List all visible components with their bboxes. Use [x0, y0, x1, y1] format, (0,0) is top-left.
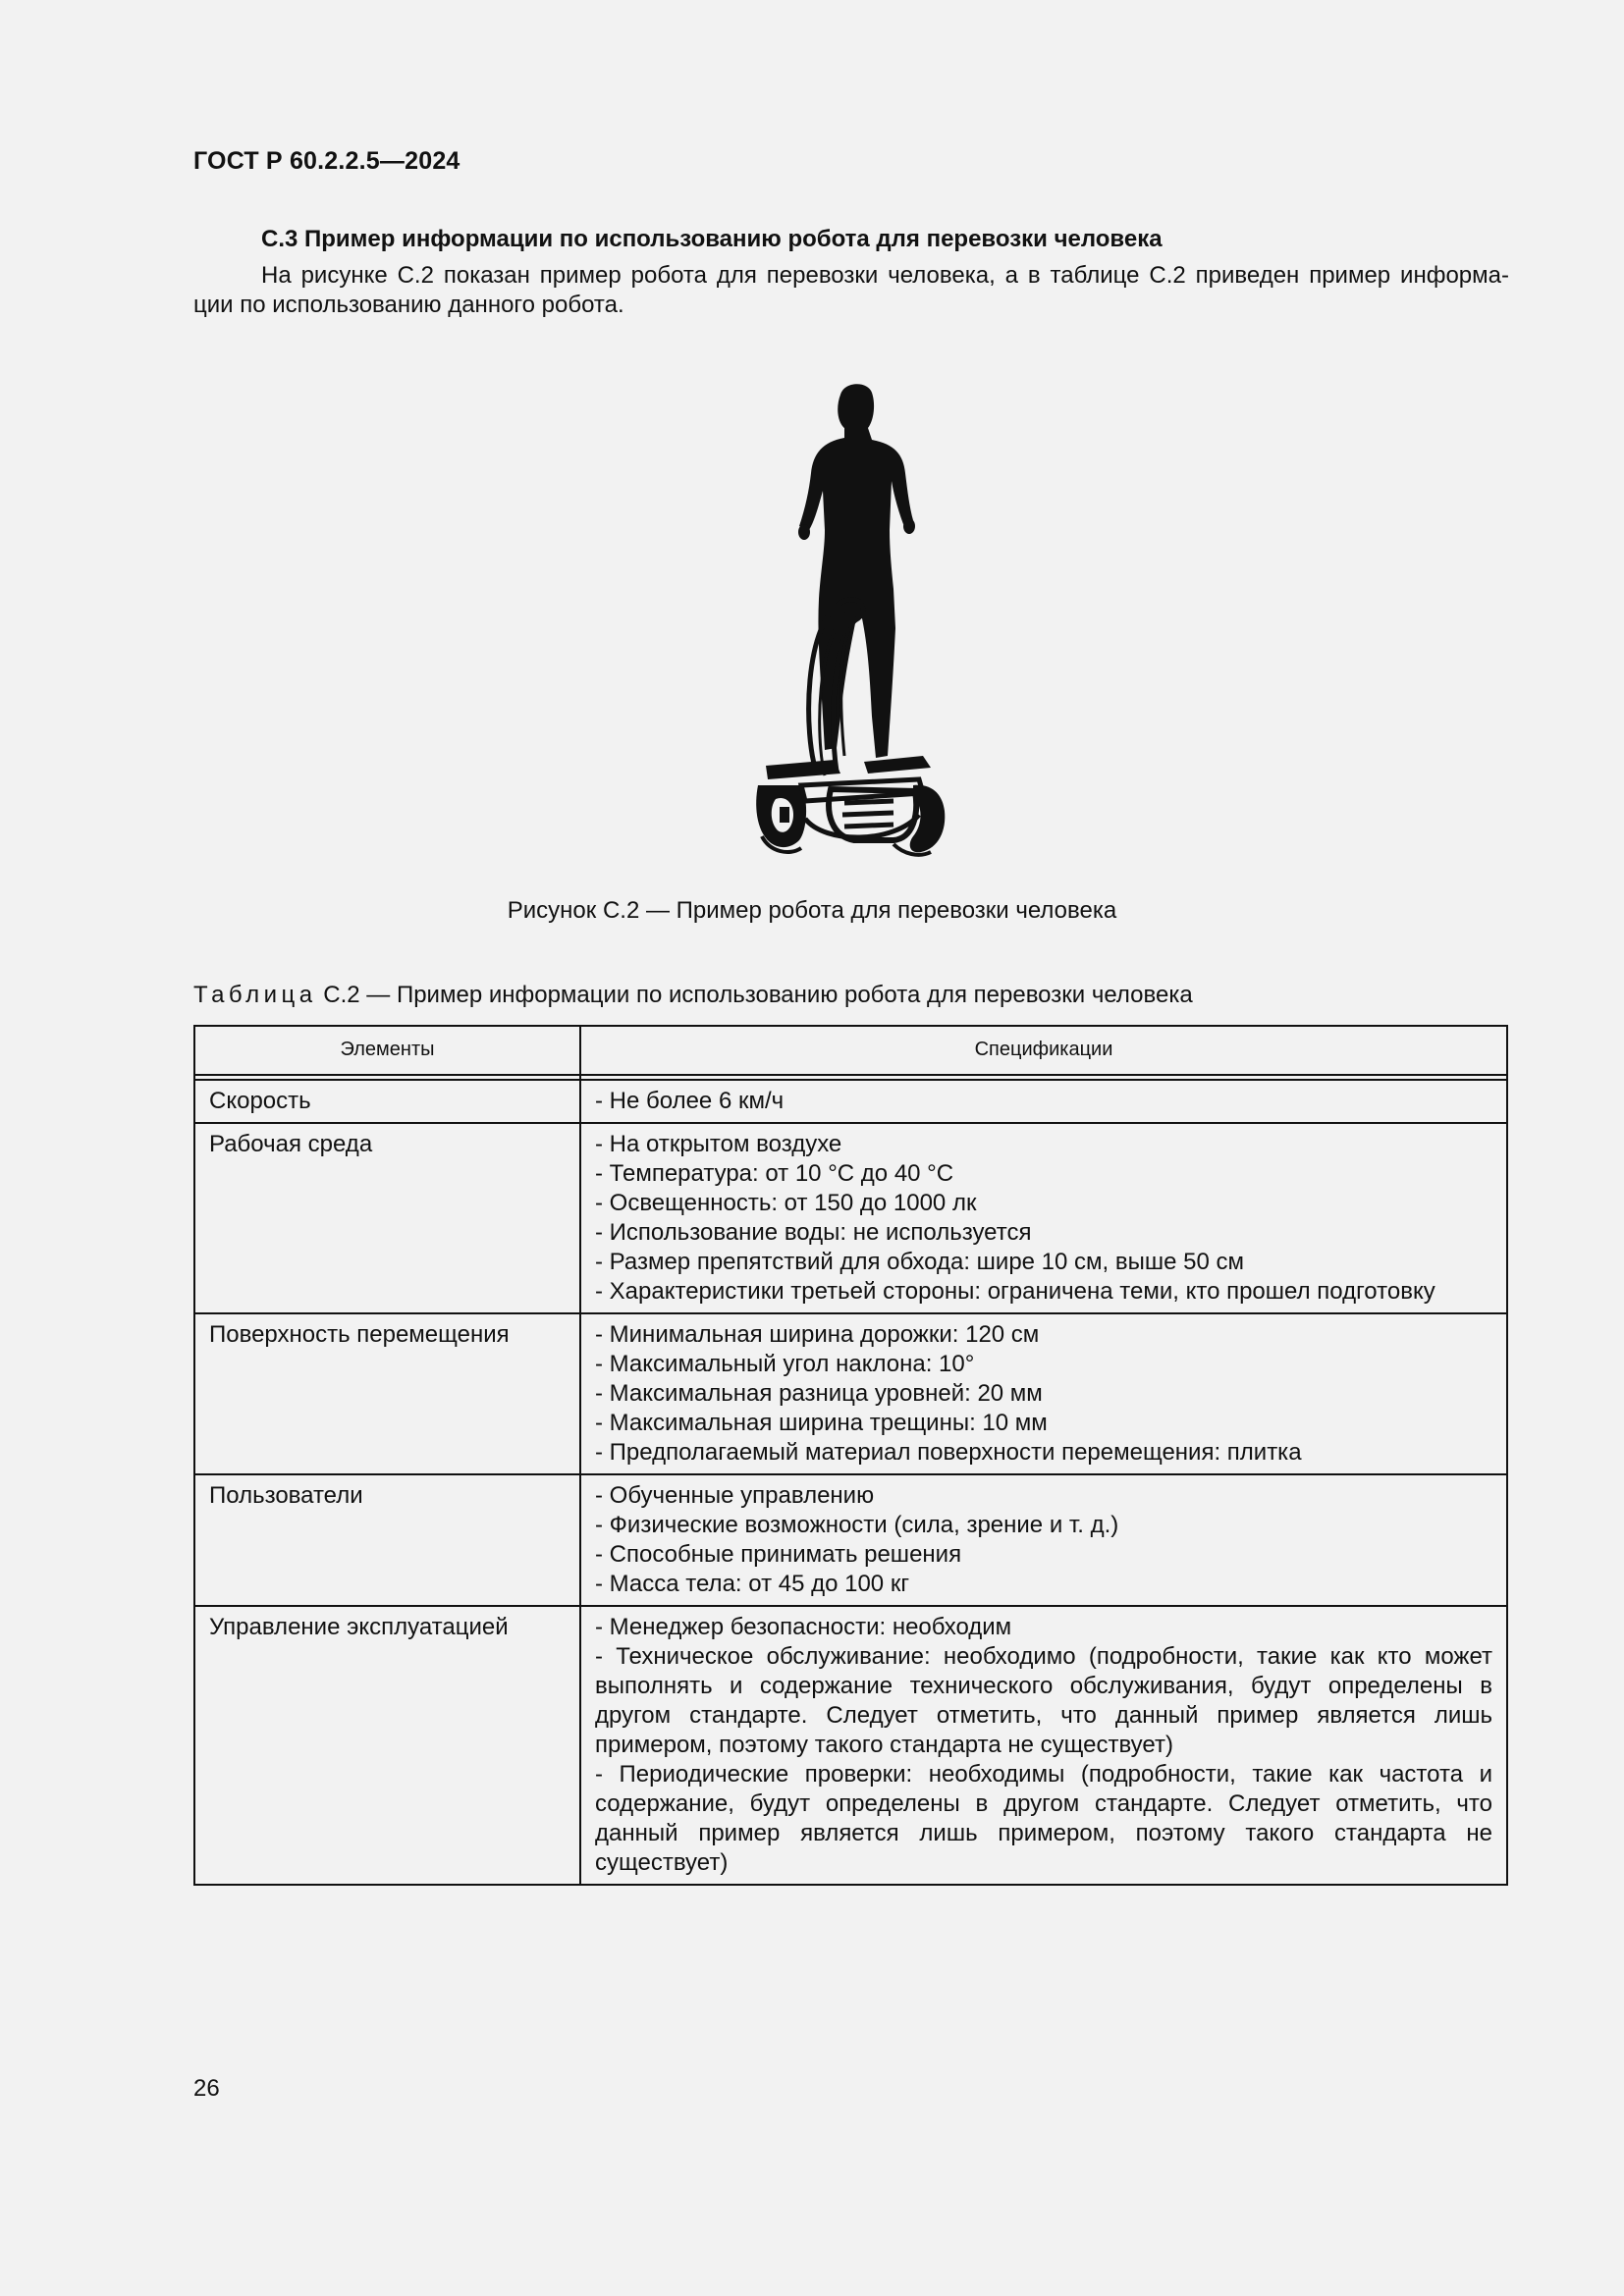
spec-item: - На открытом воздухе [595, 1131, 842, 1157]
spec-item: - Минимальная ширина дорожки: 120 см [595, 1321, 1040, 1348]
intro-line-1: На рисунке С.2 показан пример робота для перевозки человека, а в таблице С.2 приведен пример информа- [261, 262, 1509, 289]
person-on-robot-illustration [746, 383, 972, 874]
element-cell: Рабочая среда [194, 1123, 580, 1313]
spec-item: - Периодические проверки: необходимы (подробности, такие как частота и содержание, будут определены в другом стандарте. Следует отметить, что данный пример является лишь примером, поэтому такого стандарта не существует) [595, 1761, 1492, 1876]
element-cell: Скорость [194, 1080, 580, 1123]
table-title [193, 982, 1193, 1009]
spec-cell [580, 1606, 1507, 1885]
element-cell: Поверхность перемещения [194, 1313, 580, 1474]
element-cell: Управление эксплуатацией [194, 1606, 580, 1885]
spec-item: - Способные принимать решения [595, 1541, 962, 1568]
column-header-specs: Спецификации [580, 1026, 1507, 1075]
spec-item: - Максимальный угол наклона: 10° [595, 1351, 975, 1377]
spec-item: - Максимальная разница уровней: 20 мм [595, 1380, 1043, 1407]
table-row [194, 1606, 1507, 1885]
spec-item: - Размер препятствий для обхода: шире 10 см, выше 50 см [595, 1249, 1245, 1275]
table-row [194, 1080, 1507, 1123]
table-title-text: С.2 — Пример информации по использованию робота для перевозки человека [316, 982, 1193, 1008]
figure-caption: Рисунок С.2 — Пример робота для перевозки человека [507, 897, 1117, 924]
table-row [194, 1123, 1507, 1313]
figure-person-transport-robot [746, 383, 972, 874]
spec-cell [580, 1123, 1507, 1313]
spec-item: - Температура: от 10 °С до 40 °С [595, 1160, 954, 1187]
spec-item: - Использование воды: не используется [595, 1219, 1032, 1246]
specification-table [193, 1025, 1508, 1886]
table-row [194, 1474, 1507, 1606]
spec-item: - Масса тела: от 45 до 100 кг [595, 1571, 910, 1597]
table-row [194, 1313, 1507, 1474]
document-code: ГОСТ Р 60.2.2.5—2024 [193, 147, 460, 175]
spec-item: - Физические возможности (сила, зрение и т. д.) [595, 1512, 1119, 1538]
page-number: 26 [193, 2075, 220, 2102]
spec-item: - Техническое обслуживание: необходимо (подробности, такие как кто может выполнять и содержание технического обслуживания, будут определены в другом стандарте. Следует отметить, что данный пример является лишь примером, поэтому такого стандарта не существует) [595, 1643, 1492, 1758]
spec-cell [580, 1080, 1507, 1123]
table-title-prefix: Таблица [193, 982, 317, 1008]
spec-item: - Предполагаемый материал поверхности перемещения: плитка [595, 1439, 1302, 1466]
element-cell: Пользователи [194, 1474, 580, 1606]
intro-line-2: ции по использованию данного робота. [193, 292, 624, 318]
spec-cell [580, 1313, 1507, 1474]
spec-cell [580, 1474, 1507, 1606]
spec-item: - Не более 6 км/ч [595, 1088, 785, 1114]
intro-paragraph [193, 261, 1509, 320]
spec-item: - Обученные управлению [595, 1482, 875, 1509]
section-title: С.3 Пример информации по использованию робота для перевозки человека [261, 226, 1163, 252]
spec-item: - Менеджер безопасности: необходим [595, 1614, 1012, 1640]
spec-item: - Характеристики третьей стороны: ограничена теми, кто прошел подготовку [595, 1278, 1435, 1305]
spec-item: - Освещенность: от 150 до 1000 лк [595, 1190, 977, 1216]
table-header-row [194, 1026, 1507, 1075]
column-header-elements: Элементы [194, 1026, 580, 1075]
spec-item: - Максимальная ширина трещины: 10 мм [595, 1410, 1048, 1436]
